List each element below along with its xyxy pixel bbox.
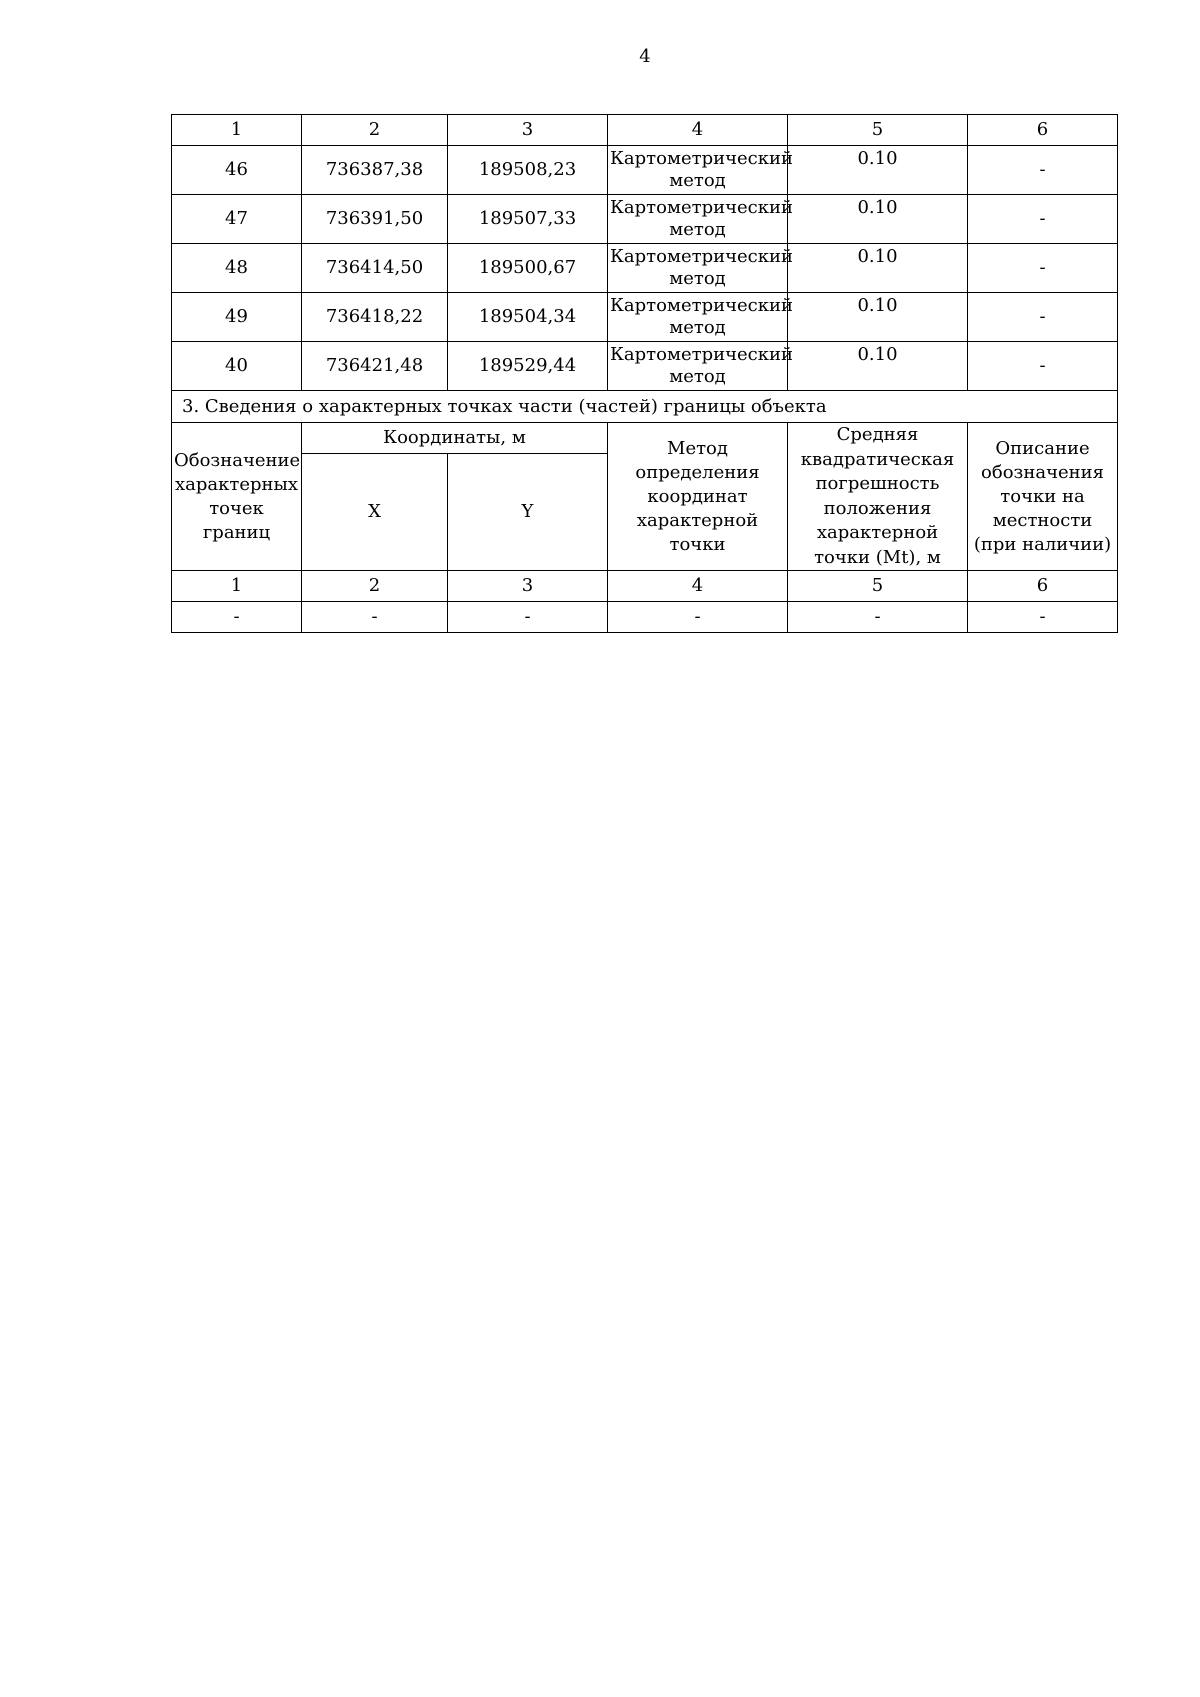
method-cell: Картометрический метод xyxy=(608,146,788,195)
accuracy-cell: 0.10 xyxy=(788,244,968,293)
section-heading-row xyxy=(172,391,1118,423)
x-cell: 736418,22 xyxy=(302,293,448,342)
page-number: 4 xyxy=(639,46,651,67)
table-row xyxy=(172,195,1118,244)
x-cell: 736414,50 xyxy=(302,244,448,293)
column-number: 2 xyxy=(302,571,448,602)
accuracy-cell: 0.10 xyxy=(788,293,968,342)
section-3-header-row xyxy=(172,423,1118,454)
header-y: Y xyxy=(448,454,608,571)
column-number: 3 xyxy=(448,571,608,602)
point-cell: 46 xyxy=(172,146,302,195)
empty-cell: - xyxy=(448,602,608,633)
point-cell: 40 xyxy=(172,342,302,391)
method-cell: Картометрический метод xyxy=(608,244,788,293)
x-cell: 736391,50 xyxy=(302,195,448,244)
column-number: 1 xyxy=(172,571,302,602)
y-cell: 189529,44 xyxy=(448,342,608,391)
column-number: 5 xyxy=(788,115,968,146)
description-cell: - xyxy=(968,146,1118,195)
table-row xyxy=(172,146,1118,195)
table-row xyxy=(172,342,1118,391)
column-number: 4 xyxy=(608,571,788,602)
column-number: 6 xyxy=(968,115,1118,146)
empty-cell: - xyxy=(302,602,448,633)
accuracy-cell: 0.10 xyxy=(788,195,968,244)
empty-cell: - xyxy=(172,602,302,633)
point-cell: 48 xyxy=(172,244,302,293)
x-cell: 736387,38 xyxy=(302,146,448,195)
coordinates-table xyxy=(171,114,1118,633)
empty-cell: - xyxy=(788,602,968,633)
column-number: 6 xyxy=(968,571,1118,602)
header-method: Метод определения координат характерной точки xyxy=(608,423,788,571)
x-cell: 736421,48 xyxy=(302,342,448,391)
y-cell: 189508,23 xyxy=(448,146,608,195)
point-cell: 47 xyxy=(172,195,302,244)
column-number: 3 xyxy=(448,115,608,146)
header-point-designation: Обозначение характерных точек границ xyxy=(172,423,302,571)
table-row xyxy=(172,244,1118,293)
table-row xyxy=(172,293,1118,342)
column-number-row xyxy=(172,115,1118,146)
section-3-title: 3. Сведения о характерных точках части (частей) границы объекта xyxy=(172,391,1118,423)
header-accuracy: Средняя квадратическая погрешность положения характерной точки (Mt), м xyxy=(788,423,968,571)
description-cell: - xyxy=(968,244,1118,293)
column-number: 4 xyxy=(608,115,788,146)
y-cell: 189504,34 xyxy=(448,293,608,342)
column-number: 2 xyxy=(302,115,448,146)
description-cell: - xyxy=(968,195,1118,244)
column-number: 1 xyxy=(172,115,302,146)
header-x: X xyxy=(302,454,448,571)
accuracy-cell: 0.10 xyxy=(788,146,968,195)
y-cell: 189507,33 xyxy=(448,195,608,244)
description-cell: - xyxy=(968,342,1118,391)
empty-cell: - xyxy=(968,602,1118,633)
description-cell: - xyxy=(968,293,1118,342)
section-3-column-number-row xyxy=(172,571,1118,602)
header-description: Описание обозначения точки на местности (при наличии) xyxy=(968,423,1118,571)
method-cell: Картометрический метод xyxy=(608,293,788,342)
section-3-empty-row xyxy=(172,602,1118,633)
method-cell: Картометрический метод xyxy=(608,195,788,244)
method-cell: Картометрический метод xyxy=(608,342,788,391)
column-number: 5 xyxy=(788,571,968,602)
accuracy-cell: 0.10 xyxy=(788,342,968,391)
header-coordinates: Координаты, м xyxy=(302,423,608,454)
point-cell: 49 xyxy=(172,293,302,342)
empty-cell: - xyxy=(608,602,788,633)
y-cell: 189500,67 xyxy=(448,244,608,293)
